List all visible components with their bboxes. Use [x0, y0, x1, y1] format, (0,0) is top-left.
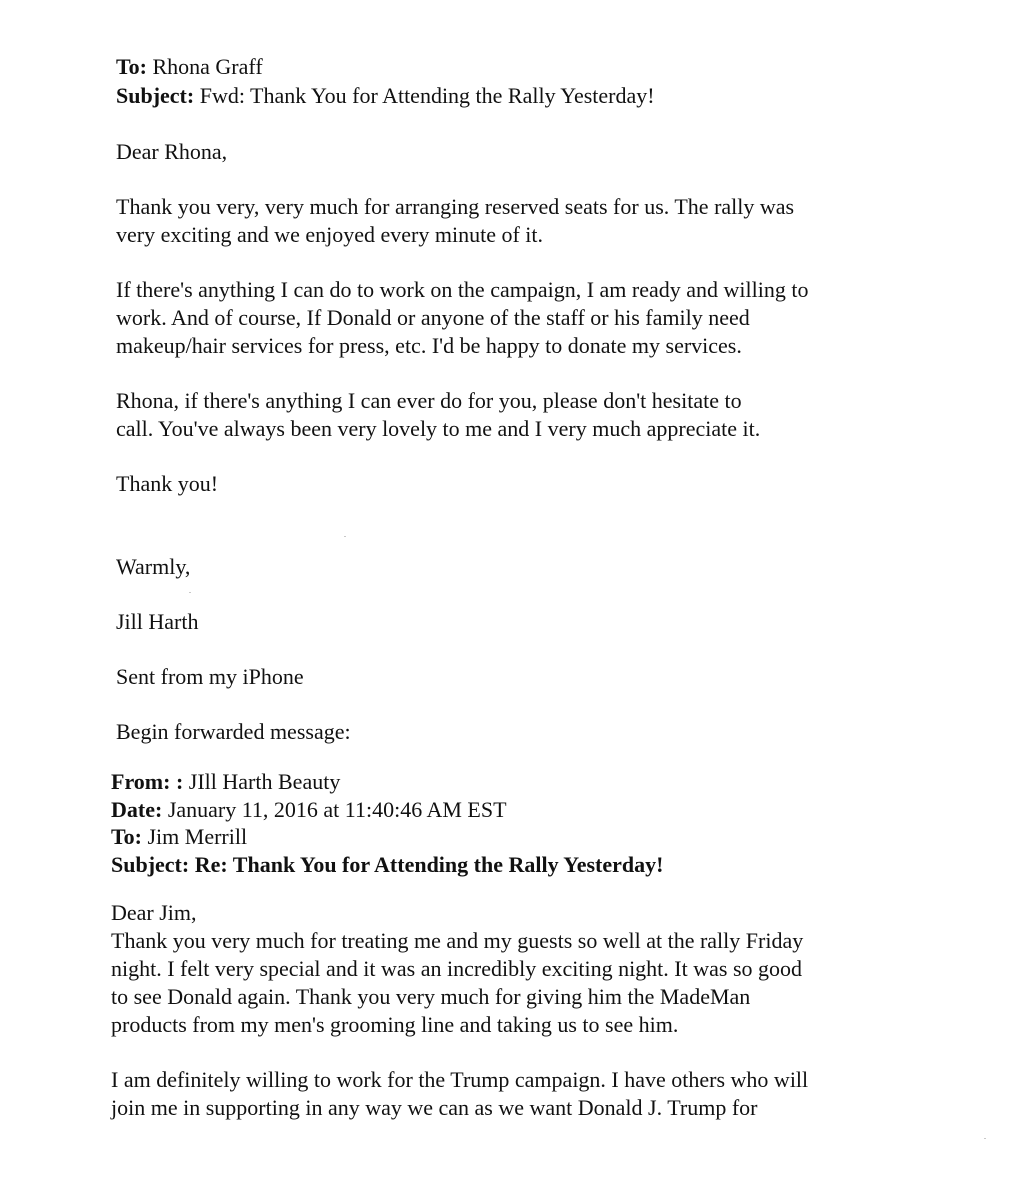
paragraph-line: makeup/hair services for press, etc. I'd be happy to donate my services.: [116, 333, 742, 358]
paragraph-line: work. And of course, If Donald or anyone of the staff or his family need: [116, 305, 750, 330]
to-line: [116, 53, 263, 81]
scan-speck: [344, 536, 346, 537]
sent-from-line: Sent from my iPhone: [116, 664, 304, 689]
paragraph-line: call. You've always been very lovely to me and I very much appreciate it.: [116, 416, 761, 441]
fwd-subject-label: Subject:: [111, 852, 190, 877]
closing-line: Warmly,: [116, 554, 191, 579]
greeting: Dear Rhona,: [116, 139, 228, 164]
fwd-from-value: JIll Harth Beauty: [183, 769, 341, 794]
fwd-subject-line: [111, 851, 663, 879]
fwd-to-value: Jim Merrill: [141, 824, 248, 849]
fwd-to-line: [111, 823, 247, 851]
to-label: To:: [116, 54, 147, 79]
fwd-from-line: [111, 768, 340, 796]
thanks-line: Thank you!: [116, 471, 219, 496]
fwd-date-line: [111, 796, 507, 824]
fwd-paragraph-line: night. I felt very special and it was an incredibly exciting night. It was so good: [111, 956, 803, 981]
fwd-paragraph-line: to see Donald again. Thank you very much for giving him the MadeMan: [111, 984, 751, 1009]
paragraph-line: Thank you very, very much for arranging reserved seats for us. The rally was: [116, 194, 795, 219]
signature-line: Jill Harth: [116, 609, 199, 634]
fwd-date-label: Date:: [111, 797, 163, 822]
forward-intro-line: Begin forwarded message:: [116, 719, 351, 744]
subject-value: Fwd: Thank You for Attending the Rally Yesterday!: [194, 83, 655, 108]
fwd-greeting: Dear Jim,: [111, 900, 197, 925]
fwd-to-label: To:: [111, 824, 142, 849]
subject-label: Subject:: [116, 83, 195, 108]
fwd-paragraph-line: products from my men's grooming line and taking us to see him.: [111, 1012, 679, 1037]
to-value: Rhona Graff: [146, 54, 263, 79]
scan-speck: [984, 1138, 986, 1139]
fwd-subject-value: Re: Thank You for Attending the Rally Yesterday!: [189, 852, 664, 877]
fwd-paragraph-line: Thank you very much for treating me and my guests so well at the rally Friday: [111, 928, 804, 953]
paragraph-line: Rhona, if there's anything I can ever do for you, please don't hesitate to: [116, 388, 742, 413]
fwd-paragraph-line: I am definitely willing to work for the Trump campaign. I have others who will: [111, 1067, 809, 1092]
paragraph-line: If there's anything I can do to work on the campaign, I am ready and willing to: [116, 277, 809, 302]
fwd-from-label: From: :: [111, 769, 184, 794]
fwd-paragraph-line: join me in supporting in any way we can as we want Donald J. Trump for: [111, 1095, 758, 1120]
subject-line: [116, 82, 655, 110]
scan-speck: [189, 592, 191, 593]
paragraph-line: very exciting and we enjoyed every minute of it.: [116, 222, 544, 247]
fwd-date-value: January 11, 2016 at 11:40:46 AM EST: [162, 797, 507, 822]
